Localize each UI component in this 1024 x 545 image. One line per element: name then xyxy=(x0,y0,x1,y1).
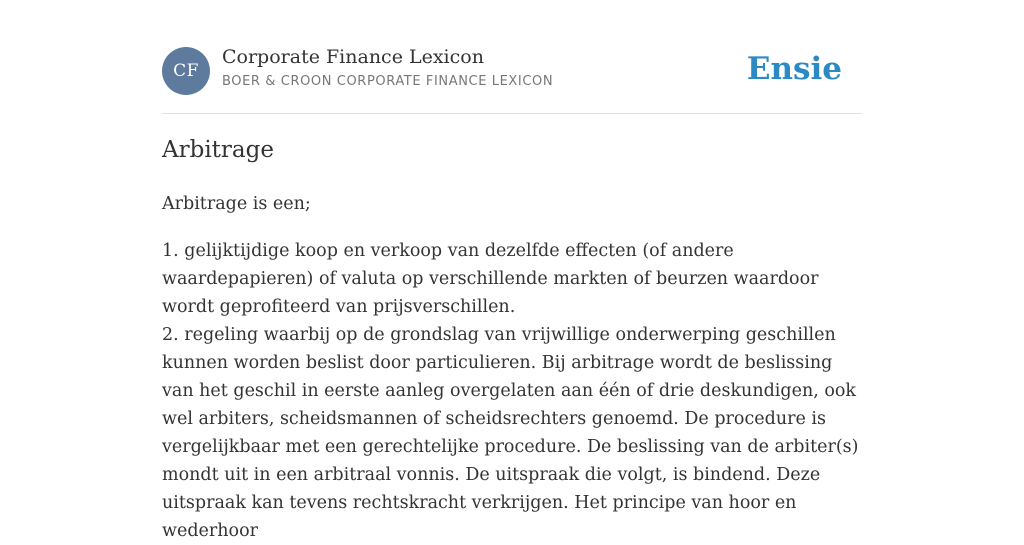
entry-content xyxy=(162,190,864,545)
entry-title: Arbitrage xyxy=(162,137,274,163)
definition-2: 2. regeling waarbij op de grondslag van vrijwillige onderwerping geschillen kunnen worden beslist door particulieren. Bij arbitrage wordt de beslissing van het geschil in eerste aanleg overgelaten aan één of drie deskundigen, ook wel arbiters, scheidsmannen of scheidsrechters genoemd. De procedure is vergelijkbaar met een gerechtelijke procedure. De beslissing van de arbiter(s) mondt uit in een arbitraal vonnis. De uitspraak die volgt, is bindend. Deze uitspraak kan tevens rechtskracht verkrijgen. Het principe van hoor en wederhoor xyxy=(162,325,859,541)
definition-1: 1. gelijktijdige koop en verkoop van dezelfde effecten (of andere waardepapieren) of valuta op verschillende markten of beurzen waardoor wordt geprofiteerd van prijsverschillen. xyxy=(162,241,819,317)
header-divider xyxy=(162,113,862,114)
source-subtitle: BOER & CROON CORPORATE FINANCE LEXICON xyxy=(222,74,554,89)
source-avatar[interactable]: CF xyxy=(162,47,210,95)
ensie-logo[interactable]: Ensie xyxy=(746,51,842,87)
source-title[interactable]: Corporate Finance Lexicon xyxy=(222,46,484,68)
entry-intro: Arbitrage is een; xyxy=(162,194,311,214)
source-header xyxy=(162,46,862,96)
